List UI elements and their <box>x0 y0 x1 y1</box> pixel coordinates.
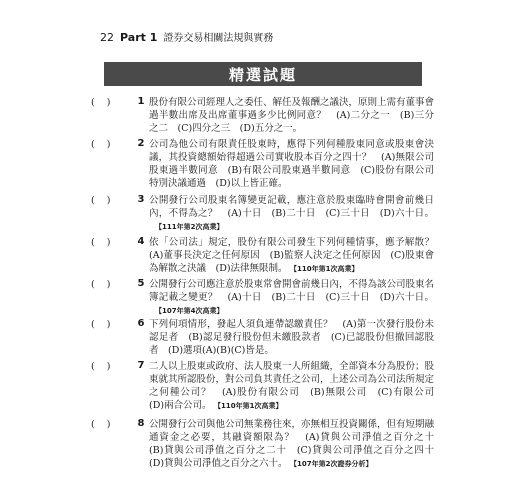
question-text: 公開發行公司股東名簿變更記載，應注意於股東臨時會開會前幾日內，不得為之？ (A)十日 (B)二十日 (C)三十日 (D)六十日。 <box>149 195 434 219</box>
question-number: 6 <box>137 317 145 329</box>
question-text: 公開發行公司應注意於股東常會開會前幾日內，不得為該公司股東名簿記載之變更？ (A)十日 (B)二十日 (C)三十日 (D)六十日。 <box>149 279 435 303</box>
question-text: 二人以上股東或政府、法人股東一人所組織，全部資本分為股份；股東就其所認股份，對公司負其責任之公司，上述公司為公司法所規定之何種公司？ (A)股份有限公司 (B)無限公司 (C)有限公司 (D)兩合公司。 <box>149 361 444 411</box>
question-text: 依「公司法」規定，股份有限公司發生下列何種情事，應予解散？ (A)董事長決定之任何原因 (B)監察人決定之任何原因 (C)股東會為解散之決議 (D)法律無限制。 <box>149 237 444 274</box>
section-title-banner <box>104 62 422 86</box>
answer-blank: ( ) <box>91 237 111 248</box>
question-number: 2 <box>137 137 145 149</box>
question-text-block <box>149 278 434 318</box>
answer-blank: ( ) <box>91 319 111 330</box>
answer-blank: ( ) <box>91 419 111 430</box>
part-label: Part 1 <box>120 31 158 44</box>
question-number: 7 <box>137 359 145 371</box>
question-number: 4 <box>137 235 145 247</box>
exam-source-tag: 【111年第2次高業】 <box>155 223 224 231</box>
question-text-block <box>149 236 444 276</box>
exam-source-tag: 【110年第1次高業】 <box>217 402 283 410</box>
question-number: 5 <box>137 277 145 289</box>
answer-blank: ( ) <box>91 195 111 206</box>
question-text-block <box>149 360 444 413</box>
question-text: 公司為他公司有限責任股東時，應得下列何種股東同意或股東會決議，其投資總額始得超過公司實收股本百分之四十？ (A)無限公司股東過半數同意 (B)有限公司股東過半數同意 (C)股份有限公司特別決議通過 (D)以上皆正確。 <box>149 139 434 189</box>
question-text: 下列何項情形，發起人須負連帶認繳責任？ (A)第一次發行股份未認足者 (B)認足發行股份但未繳股款者 (C)已認股份但撤回認股者 (D)選項(A)(B)(C)皆是。 <box>149 319 434 356</box>
question-number: 1 <box>137 95 145 107</box>
answer-blank: ( ) <box>91 97 111 108</box>
question-number: 8 <box>137 417 145 429</box>
exam-source-tag: 【107年第2次證券分析】 <box>293 460 373 468</box>
chapter-title: 證券交易相關法規與實務 <box>163 33 274 44</box>
question-text-block <box>149 96 434 136</box>
question-text-block <box>149 194 434 234</box>
exam-source-tag: 【107年第4次高業】 <box>155 307 224 315</box>
question-text-block <box>149 418 444 471</box>
exam-source-tag: 【110年第1次高業】 <box>293 265 359 273</box>
answer-blank: ( ) <box>91 279 111 290</box>
page-number: 22 <box>100 31 114 44</box>
question-number: 3 <box>137 193 145 205</box>
question-text: 公開發行公司與他公司無業務往來，亦無相互投資關係，但有短期融通資金之必要，其融資額限為？ (A)貸與公司淨值之百分之十 (B)貸與公司淨值之百分之二十 (C)貸與公司淨值之百分之四十 (D)貸與公司淨值之百分之六十。 <box>149 419 444 469</box>
question-text-block <box>149 138 434 191</box>
running-header <box>100 29 273 44</box>
question-text: 股份有限公司經理人之委任、解任及報酬之議決，原則上需有董事會過半數出席及出席董事過多少比例同意？ (A)二分之一 (B)三分之二 (C)四分之三 (D)五分之一。 <box>149 97 435 134</box>
question-text-block <box>149 318 434 358</box>
section-title: 精選試題 <box>228 65 297 84</box>
answer-blank: ( ) <box>91 139 111 150</box>
answer-blank: ( ) <box>91 361 111 372</box>
